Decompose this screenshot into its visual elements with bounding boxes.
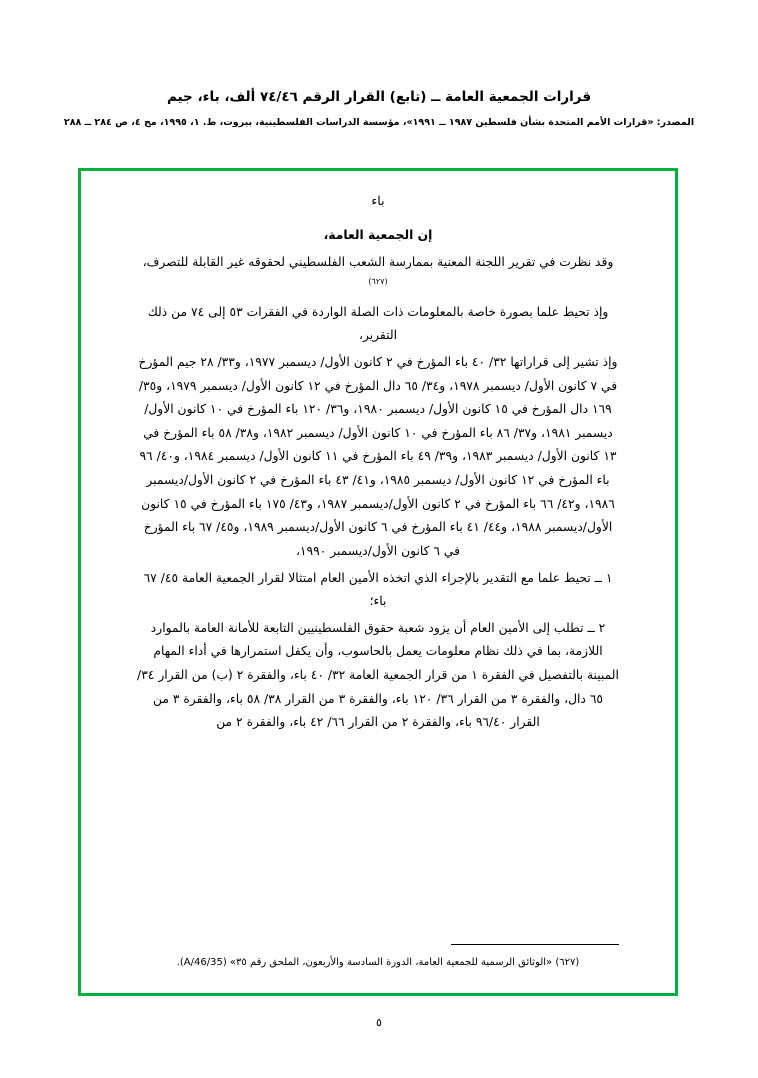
page-number: ٥ [376,1016,382,1029]
content-frame-inner [81,171,675,993]
footnote-divider [451,944,619,945]
document-body [137,224,619,735]
paragraph-recalling-report [137,251,619,298]
section-letter: باء [371,193,385,208]
footnote-text: (٦٢٧) «الوثائق الرسمية للجمعية العامة، الدورة السادسة والأربعون، الملحق رقم ٣٥» (A/46/35). [176,956,580,968]
paragraph-noting-info: وإذ تحيط علما بصورة خاصة بالمعلومات ذات الصلة الواردة في الفقرات ٥٣ إلى ٧٤ من ذلك التقرير، [147,304,609,343]
footnote-area [137,944,619,972]
paragraph-opening: إن الجمعية العامة، [323,228,433,242]
paragraph-recalling-report-text: وقد نظرت في تقرير اللجنة المعنية بممارسة الشعب الفلسطيني لحقوقه غير القابلة للتصرف، [142,254,614,269]
page-header [0,88,758,129]
paragraph-operative-1: ١ ــ تحيط علما مع التقدير بالإجراء الذي اتخذه الأمين العام امتثالا لقرار الجمعية العامة ٤٥/ ٦٧ باء؛ [143,570,613,609]
paragraph-operative-2: ٢ ــ تطلب إلى الأمين العام أن يزود شعبة حقوق الفلسطينيين التابعة للأمانة العامة بالموارد اللازمة، بما في ذلك نظام معلومات يعمل بالحاسوب، وأن يكفل استمرارها في أداء المهام المبينة بالتفصيل في الفقرة ١ من قرار الجمعية العامة ٣٢/ ٤٠ باء، والفقرة ٢ (ب) من القرار ٣٤/ ٦٥ دال، والفقرة ٣ من القرار ٣٦/ ١٢٠ باء، والفقرة ٣ من القرار ٣٨/ ٥٨ باء، والفقرة ٣ من القرار ٩٦/٤٠ باء، والفقرة ٢ من القرار ٦٦/ ٤٢ باء، والفقرة ٢ من [137,620,619,730]
paragraph-recalling-resolutions: وإذ تشير إلى قراراتها ٣٢/ ٤٠ باء المؤرخ في ٢ كانون الأول/ ديسمبر ١٩٧٧، و٣٣/ ٢٨ جيم المؤرخ في ٧ كانون الأول/ ديسمبر ١٩٧٨، و٣٤/ ٦٥ دال المؤرخ في ١٢ كانون الأول/ ديسمبر ١٩٧٩، و٣٥/ ١٦٩ دال المؤرخ في ١٥ كانون الأول/ ديسمبر ١٩٨٠، و٣٦/ ١٢٠ باء المؤرخ في ١٠ كانون الأول/ ديسمبر ١٩٨١، و٣٧/ ٨٦ باء المؤرخ في ١٠ كانون الأول/ ديسمبر ١٩٨٢، و٣٨/ ٥٨ باء المؤرخ في ١٣ كانون الأول/ ديسمبر ١٩٨٣، و٣٩/ ٤٩ باء المؤرخ في ١١ كانون الأول/ ديسمبر ١٩٨٤، و٤٠/ ٩٦ باء المؤرخ في ١٢ كانون الأول/ ديسمبر ١٩٨٥، و٤١/ ٤٣ باء المؤرخ في ٢ كانون الأول/ديسمبر ١٩٨٦، و٤٢/ ٦٦ باء المؤرخ في ٢ كانون الأول/ديسمبر ١٩٨٧، و٤٣/ ١٧٥ باء المؤرخ في ١٥ كانون الأول/ديسمبر ١٩٨٨، و٤٤/ ٤١ باء المؤرخ في ٦ كانون الأول/ديسمبر ١٩٨٩، و٤٥/ ٦٧ باء المؤرخ في ٦ كانون الأول/ديسمبر ١٩٩٠، [138,355,618,558]
content-frame [78,168,678,996]
page-title: قرارات الجمعية العامة ــ (تابع) القرار الرقم ٧٤/٤٦ ألف، باء، جيم [166,89,592,105]
footnote-marker: (٦٢٧) [368,277,388,287]
source-line: المصدر: «قرارات الأمم المتحدة بشأن فلسطين ١٩٨٧ ــ ١٩٩١»، مؤسسة الدراسات الفلسطينية، بيروت، ط. ١، ١٩٩٥، مج ٤، ص ٢٨٤ ــ ٢٨٨ [63,116,695,128]
